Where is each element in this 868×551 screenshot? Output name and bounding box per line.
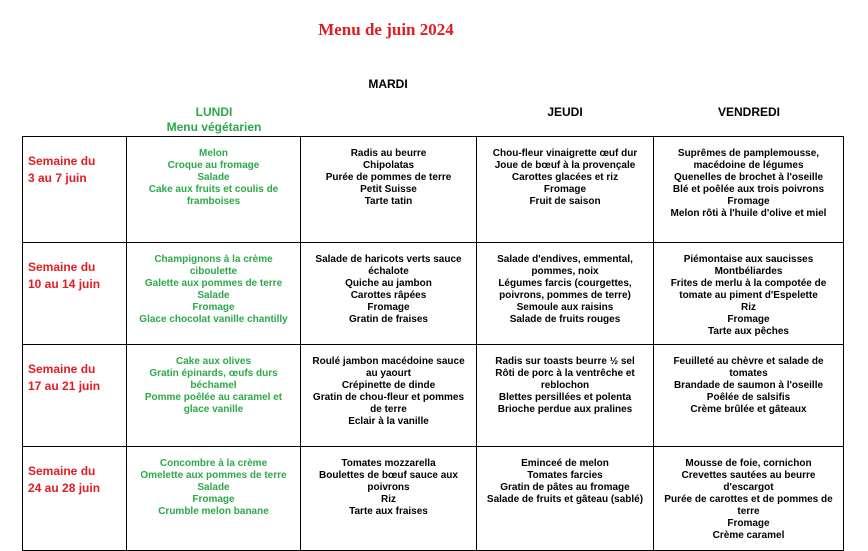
- menu-item-line: Piémontaise aux saucisses: [683, 254, 814, 265]
- menu-item-line: Purée de pommes de terre: [325, 172, 452, 183]
- menu-item-line: Riz: [381, 494, 396, 505]
- week-label-line: Semaine du: [28, 154, 96, 168]
- menu-item-line: d'escargot: [723, 482, 774, 493]
- menu-item-line: Croque au fromage: [167, 160, 260, 171]
- menu-item-line: macédoine de légumes: [693, 160, 804, 171]
- jeudi-cell: [477, 447, 654, 551]
- jeudi-cell: [477, 243, 654, 345]
- week-label-line: Semaine du: [28, 362, 96, 376]
- week-row: [23, 345, 844, 447]
- menu-item-line: Légumes farcis (courgettes,: [498, 278, 632, 289]
- menu-item-line: Crème caramel: [712, 530, 785, 541]
- lundi-cell: [127, 345, 301, 447]
- menu-item-line: Fromage: [543, 184, 587, 195]
- menu-item-line: Quenelles de brochet à l'oseille: [673, 172, 824, 183]
- menu-item-line: Blettes persillées et polenta: [498, 392, 632, 403]
- week-label-line: 3 au 7 juin: [28, 171, 87, 185]
- menu-item-line: béchamel: [190, 380, 237, 391]
- menu-item-line: glace vanille: [183, 404, 244, 415]
- week-label-cell: [23, 447, 127, 551]
- menu-item-line: Salade de haricots verts sauce: [315, 254, 462, 265]
- menu-item-line: Crevettes sautées au beurre: [681, 470, 816, 481]
- menu-item-line: Poêlée de salsifis: [706, 392, 791, 403]
- menu-item-line: poivrons, pommes de terre): [499, 290, 631, 301]
- menu-item-line: Salade de fruits et gâteau (sablé): [486, 494, 644, 505]
- mardi-cell: [301, 243, 477, 345]
- week-row: [23, 447, 844, 551]
- header-lundi-label: LUNDI: [195, 105, 233, 119]
- menu-item-line: Salade: [197, 482, 230, 493]
- menu-item-line: Petit Suisse: [360, 184, 417, 195]
- page-title: Menu de juin 2024: [318, 20, 454, 39]
- jeudi-cell: [477, 345, 654, 447]
- mardi-cell: [301, 447, 477, 551]
- menu-item-line: Crème brûlée et gâteaux: [690, 404, 807, 415]
- menu-item-line: ciboulette: [189, 266, 238, 277]
- menu-item-line: Tomates mozzarella: [341, 458, 436, 469]
- vendredi-cell: [654, 345, 844, 447]
- menu-item-line: Pomme poêlée au caramel et: [144, 392, 283, 403]
- vendredi-cell: [654, 137, 844, 243]
- menu-item-line: Roulé jambon macédoine sauce: [312, 356, 465, 367]
- menu-item-line: Tarte tatin: [364, 196, 413, 207]
- header-lundi: [126, 105, 302, 135]
- menu-item-line: Fromage: [727, 196, 770, 207]
- menu-item-line: Radis au beurre: [350, 148, 427, 159]
- week-label-line: 17 au 21 juin: [28, 379, 101, 393]
- menu-item-line: Tarte aux pêches: [708, 326, 789, 337]
- menu-item-line: Melon: [199, 148, 228, 159]
- week-row: [23, 137, 844, 243]
- menu-item-line: Crépinette de dinde: [341, 380, 436, 391]
- menu-item-line: Salade de fruits rouges: [509, 314, 621, 325]
- menu-item-line: Salade: [197, 290, 230, 301]
- menu-item-line: Gratin de chou-fleur et pommes: [312, 392, 465, 403]
- week-label-line: Semaine du: [28, 260, 96, 274]
- menu-item-line: tomates: [729, 368, 768, 379]
- menu-item-line: Suprêmes de pamplemousse,: [677, 148, 820, 159]
- menu-item-line: Blé et poêlée aux trois poivrons: [672, 184, 825, 195]
- menu-item-line: Eminceé de melon: [521, 458, 609, 469]
- menu-item-line: Carottes râpées: [350, 290, 427, 301]
- jeudi-cell: [477, 137, 654, 243]
- menu-item-line: pommes, noix: [531, 266, 599, 277]
- vendredi-cell: [654, 243, 844, 345]
- menu-item-line: Gratin de fraises: [349, 314, 428, 325]
- header-vendredi: VENDREDI: [717, 105, 780, 119]
- header-lundi-subtitle: Menu végétarien: [166, 120, 262, 134]
- week-label-cell: [23, 345, 127, 447]
- menu-item-line: Feuilleté au chèvre et salade de: [673, 356, 824, 367]
- menu-item-line: tomate au piment d'Espelette: [679, 290, 818, 301]
- menu-item-line: Brioche perdue aux pralines: [497, 404, 633, 415]
- menu-item-line: reblochon: [540, 380, 590, 391]
- menu-item-line: Radis sur toasts beurre ½ sel: [495, 356, 635, 367]
- menu-item-line: terre: [737, 506, 760, 517]
- menu-item-line: Fromage: [727, 518, 770, 529]
- menu-item-line: Semoule aux raisins: [516, 302, 614, 313]
- menu-item-line: Omelette aux pommes de terre: [140, 470, 287, 481]
- menu-item-line: Brandade de saumon à l'oseille: [673, 380, 824, 391]
- menu-table: [22, 136, 844, 551]
- mardi-cell: [301, 345, 477, 447]
- menu-item-line: Tomates farcies: [527, 470, 603, 481]
- menu-item-line: Fromage: [192, 302, 235, 313]
- menu-item-line: Concombre à la crème: [159, 458, 268, 469]
- menu-table-body: [23, 137, 844, 551]
- menu-item-line: Gratin épinards, œufs durs: [149, 368, 278, 379]
- week-label-line: 24 au 28 juin: [28, 481, 101, 495]
- menu-item-line: Fruit de saison: [529, 196, 601, 207]
- menu-item-line: Frites de merlu à la compotée de: [670, 278, 827, 289]
- week-label-line: 10 au 14 juin: [28, 277, 101, 291]
- week-label-line: Semaine du: [28, 464, 96, 478]
- menu-item-line: Fromage: [367, 302, 410, 313]
- menu-item-line: Joue de bœuf à la provençale: [494, 160, 636, 171]
- menu-item-line: Gratin de pâtes au fromage: [500, 482, 630, 493]
- mardi-cell: [301, 137, 477, 243]
- menu-item-line: Crumble melon banane: [158, 506, 269, 517]
- lundi-cell: [127, 137, 301, 243]
- menu-item-line: Quiche au jambon: [345, 278, 432, 289]
- menu-item-line: Riz: [741, 302, 756, 313]
- menu-item-line: Glace chocolat vanille chantilly: [139, 314, 288, 325]
- menu-item-line: Rôti de porc à la ventrêche et: [495, 368, 635, 379]
- menu-item-line: de terre: [370, 404, 407, 415]
- menu-item-line: Cake aux olives: [175, 356, 252, 367]
- menu-item-line: Montbéliardes: [714, 266, 783, 277]
- menu-item-line: Cake aux fruits et coulis de: [148, 184, 279, 195]
- menu-item-line: Carottes glacées et riz: [511, 172, 619, 183]
- menu-item-line: Tarte aux fraises: [349, 506, 428, 517]
- menu-item-line: Salade d'endives, emmental,: [497, 254, 633, 265]
- week-label-cell: [23, 243, 127, 345]
- menu-item-line: Melon rôti à l'huile d'olive et miel: [670, 208, 827, 219]
- menu-item-line: Fromage: [727, 314, 770, 325]
- menu-item-line: échalote: [368, 266, 409, 277]
- menu-item-line: au yaourt: [365, 368, 411, 379]
- menu-item-line: framboises: [186, 196, 241, 207]
- header-mardi: MARDI: [368, 77, 408, 91]
- menu-item-line: Eclair à la vanille: [348, 416, 429, 427]
- menu-item-line: Purée de carottes et de pommes de: [664, 494, 833, 505]
- week-row: [23, 243, 844, 345]
- lundi-cell: [127, 447, 301, 551]
- menu-item-line: Fromage: [192, 494, 235, 505]
- menu-item-line: poivrons: [367, 482, 410, 493]
- header-jeudi: JEUDI: [547, 105, 583, 119]
- menu-item-line: Chou-fleur vinaigrette œuf dur: [492, 148, 638, 159]
- lundi-cell: [127, 243, 301, 345]
- menu-item-line: Mousse de foie, cornichon: [685, 458, 812, 469]
- menu-item-line: Chipolatas: [362, 160, 415, 171]
- week-label-cell: [23, 137, 127, 243]
- menu-item-line: Champignons à la crème: [154, 254, 273, 265]
- vendredi-cell: [654, 447, 844, 551]
- menu-item-line: Salade: [197, 172, 230, 183]
- menu-item-line: Galette aux pommes de terre: [144, 278, 283, 289]
- menu-item-line: Boulettes de bœuf sauce aux: [319, 470, 458, 481]
